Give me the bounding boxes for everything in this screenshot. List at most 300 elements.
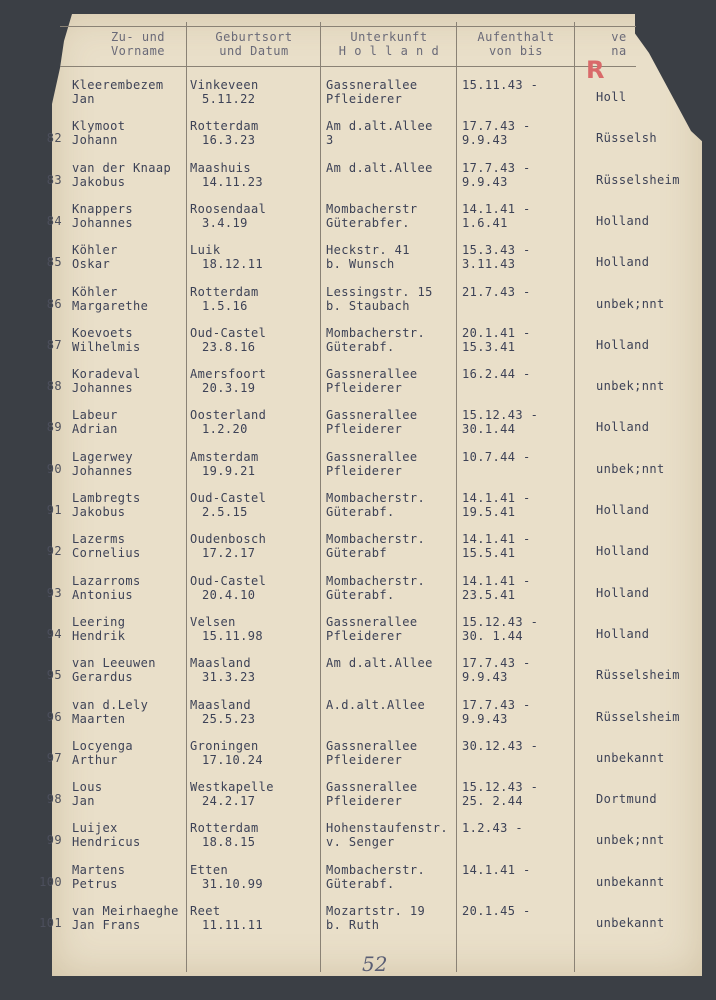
table-row [0, 491, 716, 533]
stay-dates-line: 19.5.41 [462, 505, 516, 519]
birth-place-date-line: 3.4.19 [202, 215, 248, 230]
lodging-address-line: Güterabf [326, 546, 387, 561]
person-name [72, 863, 125, 891]
destination [596, 586, 649, 600]
destination [596, 751, 665, 765]
person-name-line: Margarethe [72, 298, 149, 313]
row-number [30, 875, 62, 889]
stay-dates [462, 161, 531, 189]
birth-place-date-line: Maasland [190, 697, 251, 712]
destination [596, 297, 665, 311]
person-name-line: Hendrik [72, 628, 126, 643]
birth-place-date-line: 11.11.11 [202, 918, 263, 932]
person-name [72, 450, 133, 478]
row-number [30, 214, 62, 228]
birth-place-date [190, 491, 266, 519]
row-number [30, 503, 62, 517]
lodging-address [326, 326, 425, 354]
row-number [30, 751, 62, 765]
birth-place-date-line: 19.9.21 [202, 463, 256, 478]
header-rule [60, 26, 636, 27]
person-name [72, 326, 141, 354]
table-row [0, 574, 716, 616]
person-name-line: Knappers [72, 201, 133, 216]
stay-dates [462, 285, 531, 299]
birth-place-date-line: 23.8.16 [202, 339, 256, 354]
stay-dates-line: 30. 1.44 [462, 628, 523, 643]
birth-place-date [190, 780, 274, 808]
stay-dates [462, 532, 531, 560]
lodging-address [326, 285, 433, 313]
person-name-line: Hendricus [72, 835, 141, 850]
person-name-line: Jakobus [72, 505, 126, 519]
lodging-address-line: Heckstr. 41 [326, 243, 410, 258]
header-birth: Geburtsort und Datum [215, 30, 293, 58]
person-name-line: Lambregts [72, 491, 141, 505]
stay-dates [462, 202, 531, 230]
header-stay: Aufenthalt von bis [477, 30, 555, 58]
person-name-line: Johann [72, 133, 118, 148]
person-name [72, 739, 133, 767]
lodging-address-line: Pfleiderer [326, 381, 403, 396]
birth-place-date-line: Rotterdam [190, 284, 259, 299]
birth-place-date [190, 656, 255, 684]
destination-line: Dortmund [596, 792, 657, 807]
stay-dates-line: 9.9.43 [462, 670, 508, 685]
lodging-address-line: Hohenstaufenstr. [326, 821, 448, 836]
stay-dates-line: 3.11.43 [462, 257, 516, 272]
birth-place-date-line: Oosterland [190, 408, 267, 423]
row-number [30, 462, 62, 476]
birth-place-date [190, 285, 259, 313]
birth-place-date-line: Rotterdam [190, 821, 259, 836]
lodging-address-line: Mombacherstr. [326, 491, 426, 505]
lodging-address-line: A.d.alt.Allee [326, 697, 426, 712]
person-name [72, 408, 118, 436]
row-number-line: 94 [46, 626, 62, 641]
lodging-address [326, 243, 410, 271]
destination-line: unbekannt [596, 916, 665, 930]
lodging-address [326, 821, 448, 849]
person-name-line: Jan Frans [72, 918, 141, 932]
row-number-line: 86 [46, 296, 62, 311]
person-name-line: Köhler [72, 284, 118, 299]
birth-place-date [190, 698, 255, 726]
destination [596, 379, 665, 393]
lodging-address [326, 698, 425, 712]
destination-line: Holl [596, 90, 627, 104]
lodging-address [326, 408, 418, 436]
person-name-line: Gerardus [72, 670, 133, 685]
stay-dates-line: 25. 2.44 [462, 794, 523, 809]
table-row [0, 202, 716, 244]
destination [596, 833, 665, 847]
birth-place-date-line: 14.11.23 [202, 174, 263, 189]
stay-dates-line: 17.7.43 - [462, 119, 531, 134]
row-number-line: 84 [46, 213, 62, 228]
stamp-letter: R [586, 56, 605, 84]
person-name-line: Johannes [72, 215, 133, 230]
lodging-address [326, 161, 433, 175]
row-number [30, 668, 62, 682]
person-name-line: Maarten [72, 711, 126, 726]
table-row [0, 367, 716, 409]
birth-place-date-line: Maasland [190, 656, 251, 671]
person-name-line: Johannes [72, 381, 133, 396]
lodging-address [326, 739, 418, 767]
birth-place-date [190, 408, 266, 436]
table-row [0, 285, 716, 327]
lodging-address-line: Güterabf. [326, 587, 395, 602]
destination-line: unbek;nnt [596, 833, 665, 848]
row-number [30, 833, 62, 847]
row-number [30, 627, 62, 641]
table-row [0, 698, 716, 740]
row-number-line: 90 [46, 461, 62, 476]
destination-line: Rüsselsheim [596, 668, 680, 683]
row-number-line: 101 [39, 916, 62, 930]
birth-place-date [190, 532, 266, 560]
table-row [0, 863, 716, 905]
person-name [72, 532, 141, 560]
lodging-address-line: Gassnerallee [326, 449, 418, 464]
row-number-line: 85 [46, 255, 62, 270]
person-name-line: Leering [72, 614, 126, 629]
birth-place-date [190, 367, 266, 395]
table-row [0, 780, 716, 822]
stay-dates-line: 9.9.43 [462, 711, 508, 726]
destination-line: Holland [596, 420, 650, 435]
person-name-line: Köhler [72, 243, 118, 258]
lodging-address-line: Mombacherstr. [326, 862, 426, 877]
person-name [72, 491, 141, 519]
lodging-address [326, 450, 418, 478]
birth-place-date-line: Rotterdam [190, 119, 259, 134]
lodging-address-line: Güterabfer. [326, 215, 410, 230]
person-name-line: Koevoets [72, 325, 133, 340]
person-name-line: Locyenga [72, 738, 133, 753]
table-row [0, 739, 716, 781]
stay-dates [462, 119, 531, 147]
person-name-line: Johannes [72, 463, 133, 478]
row-number-line: 95 [46, 668, 62, 683]
lodging-address-line: 3 [326, 133, 334, 148]
stay-dates [462, 326, 531, 354]
header-lodging: Unterkunft H o l l a n d [338, 30, 440, 58]
lodging-address-line: b. Wunsch [326, 257, 395, 272]
row-number-line: 93 [46, 585, 62, 600]
person-name [72, 243, 118, 271]
table-row [0, 615, 716, 657]
stay-dates-line: 17.7.43 - [462, 697, 531, 712]
lodging-address-line: Mozartstr. 19 [326, 904, 426, 918]
destination-line: Holland [596, 544, 650, 559]
stay-dates [462, 615, 538, 643]
destination-line: Rüsselsheim [596, 709, 680, 724]
lodging-address-line: Pfleiderer [326, 92, 403, 106]
stay-dates [462, 656, 531, 684]
birth-place-date-line: 20.4.10 [202, 587, 256, 602]
row-number [30, 544, 62, 558]
row-number-line: 99 [46, 833, 62, 848]
person-name [72, 78, 164, 106]
birth-place-date-line: 5.11.22 [202, 92, 256, 106]
lodging-address-line: Am d.alt.Allee [326, 656, 433, 671]
destination-line: Holland [596, 337, 650, 352]
lodging-address [326, 863, 425, 891]
lodging-address-line: Pfleiderer [326, 463, 403, 478]
birth-place-date-line: Oud-Castel [190, 491, 267, 505]
person-name-line: Luijex [72, 821, 118, 836]
birth-place-date [190, 574, 266, 602]
person-name-line: van Leeuwen [72, 656, 156, 671]
birth-place-date [190, 450, 259, 478]
stay-dates [462, 408, 538, 436]
birth-place-date [190, 119, 259, 147]
lodging-address-line: Gassnerallee [326, 614, 418, 629]
person-name-line: Klymoot [72, 119, 126, 134]
lodging-address-line: Am d.alt.Allee [326, 119, 433, 134]
person-name-line: Cornelius [72, 546, 141, 561]
lodging-address-line: Gassnerallee [326, 367, 418, 382]
destination [596, 544, 649, 558]
row-number [30, 916, 62, 930]
table-row [0, 656, 716, 698]
stay-dates [462, 698, 531, 726]
person-name-line: van d.Lely [72, 697, 149, 712]
lodging-address [326, 202, 418, 230]
person-name [72, 904, 179, 932]
table-row [0, 450, 716, 492]
table-row [0, 326, 716, 368]
row-number [30, 792, 62, 806]
row-number-line: 92 [46, 544, 62, 559]
lodging-address-line: Gassnerallee [326, 408, 418, 423]
lodging-address-line: Pfleiderer [326, 794, 403, 809]
birth-place-date [190, 615, 263, 643]
birth-place-date [190, 821, 259, 849]
person-name-line: van Meirhaeghe [72, 904, 179, 918]
stay-dates [462, 904, 531, 918]
birth-place-date [190, 326, 266, 354]
person-name-line: Labeur [72, 408, 118, 423]
stay-dates [462, 574, 531, 602]
lodging-address [326, 78, 418, 106]
stay-dates-line: 15.11.43 - [462, 78, 539, 92]
birth-place-date-line: 15.11.98 [202, 628, 263, 643]
birth-place-date [190, 78, 259, 106]
person-name [72, 285, 148, 313]
lodging-address [326, 367, 418, 395]
destination [596, 255, 649, 269]
birth-place-date-line: Amersfoort [190, 367, 267, 382]
stay-dates [462, 78, 538, 92]
destination [596, 916, 665, 930]
stay-dates-line: 21.7.43 - [462, 284, 531, 299]
lodging-address [326, 780, 418, 808]
lodging-address-line: b. Ruth [326, 918, 380, 932]
lodging-address-line: Gassnerallee [326, 738, 418, 753]
person-name [72, 202, 133, 230]
stay-dates-line: 14.1.41 - [462, 862, 531, 877]
lodging-address-line: Güterabf. [326, 876, 395, 891]
stay-dates-line: 17.7.43 - [462, 160, 531, 175]
birth-place-date-line: 25.5.23 [202, 711, 256, 726]
destination [596, 131, 657, 145]
lodging-address [326, 656, 433, 670]
lodging-address-line: Mombacherstr. [326, 325, 426, 340]
birth-place-date [190, 161, 263, 189]
person-name-line: Lagerwey [72, 449, 133, 464]
birth-place-date-line: 17.2.17 [202, 546, 256, 561]
birth-place-date-line: Reet [190, 904, 221, 918]
destination [596, 668, 680, 682]
birth-place-date-line: 1.5.16 [202, 298, 248, 313]
lodging-address-line: Gassnerallee [326, 78, 418, 92]
stay-dates [462, 780, 538, 808]
destination-line: unbek;nnt [596, 461, 665, 476]
destination [596, 173, 680, 187]
row-number-line: 97 [46, 750, 62, 765]
destination [596, 710, 680, 724]
person-name [72, 656, 156, 684]
row-number-line: 100 [39, 874, 62, 889]
destination-line: unbekannt [596, 874, 665, 889]
lodging-address-line: Pfleiderer [326, 752, 403, 767]
stay-dates [462, 491, 531, 519]
birth-place-date-line: 16.3.23 [202, 133, 256, 148]
table-row [0, 161, 716, 203]
lodging-address [326, 491, 425, 519]
birth-place-date-line: Luik [190, 243, 221, 258]
destination-line: Rüsselsh [596, 131, 657, 146]
lodging-address-line: Gassnerallee [326, 780, 418, 795]
birth-place-date-line: 17.10.24 [202, 752, 263, 767]
header-rule [60, 66, 636, 67]
birth-place-date [190, 904, 263, 932]
stay-dates-line: 14.1.41 - [462, 532, 531, 547]
person-name [72, 574, 141, 602]
stay-dates-line: 14.1.41 - [462, 491, 531, 505]
birth-place-date-line: Westkapelle [190, 780, 274, 795]
stay-dates-line: 16.2.44 - [462, 367, 531, 382]
birth-place-date-line: Maashuis [190, 160, 251, 175]
row-number [30, 255, 62, 269]
destination-line: Holland [596, 626, 650, 641]
table-row [0, 408, 716, 450]
stay-dates-line: 15.5.41 [462, 546, 516, 561]
person-name [72, 615, 125, 643]
birth-place-date [190, 739, 263, 767]
table-row [0, 243, 716, 285]
stay-dates [462, 821, 523, 835]
destination-line: Holland [596, 255, 650, 270]
person-name-line: Oskar [72, 257, 111, 272]
lodging-address-line: Güterabf. [326, 505, 395, 519]
stay-dates-line: 9.9.43 [462, 133, 508, 148]
birth-place-date-line: 31.10.99 [202, 876, 263, 891]
lodging-address-line: b. Staubach [326, 298, 410, 313]
lodging-address [326, 119, 433, 147]
stay-dates [462, 739, 538, 753]
row-number-line: 88 [46, 379, 62, 394]
person-name-line: Lous [72, 780, 103, 795]
destination [596, 503, 649, 517]
row-number-line: 82 [46, 131, 62, 146]
stay-dates-line: 15.12.43 - [462, 780, 539, 795]
birth-place-date-line: Amsterdam [190, 449, 259, 464]
destination [596, 875, 665, 889]
lodging-address-line: Am d.alt.Allee [326, 160, 433, 175]
person-name-line: Antonius [72, 587, 133, 602]
stay-dates-line: 15.3.41 [462, 339, 516, 354]
destination-line: Holland [596, 503, 650, 517]
birth-place-date-line: Oudenbosch [190, 532, 267, 547]
lodging-address-line: Mombacherstr. [326, 573, 426, 588]
person-name-line: Jan [72, 794, 95, 809]
destination [596, 90, 627, 104]
stay-dates-line: 14.1.41 - [462, 201, 531, 216]
lodging-address [326, 574, 425, 602]
birth-place-date-line: Velsen [190, 614, 236, 629]
row-number [30, 379, 62, 393]
person-name [72, 367, 141, 395]
row-number-line: 91 [46, 503, 62, 517]
row-number [30, 710, 62, 724]
birth-place-date-line: 31.3.23 [202, 670, 256, 685]
row-number [30, 420, 62, 434]
table-row [0, 119, 716, 161]
person-name [72, 119, 125, 147]
lodging-address-line: Güterabf. [326, 339, 395, 354]
table-row [0, 821, 716, 863]
lodging-address [326, 904, 425, 932]
row-number [30, 297, 62, 311]
stay-dates-line: 30.12.43 - [462, 738, 539, 753]
destination-line: Rüsselsheim [596, 172, 680, 187]
stay-dates-line: 15.12.43 - [462, 614, 539, 629]
stay-dates [462, 367, 531, 381]
birth-place-date-line: Roosendaal [190, 201, 267, 216]
row-number-line: 96 [46, 709, 62, 724]
destination [596, 462, 665, 476]
stay-dates [462, 863, 531, 877]
birth-place-date-line: 2.5.15 [202, 505, 248, 519]
person-name-line: Lazerms [72, 532, 126, 547]
stay-dates-line: 15.3.43 - [462, 243, 531, 258]
birth-place-date-line: Vinkeveen [190, 78, 259, 92]
stay-dates-line: 17.7.43 - [462, 656, 531, 671]
person-name-line: Arthur [72, 752, 118, 767]
person-name [72, 698, 148, 726]
row-number-line: 98 [46, 792, 62, 807]
birth-place-date-line: Groningen [190, 738, 259, 753]
stay-dates-line: 20.1.41 - [462, 325, 531, 340]
stay-dates-line: 30.1.44 [462, 422, 516, 437]
person-name-line: Jakobus [72, 174, 126, 189]
destination-line: unbek;nnt [596, 296, 665, 311]
person-name-line: Adrian [72, 422, 118, 437]
lodging-address-line: Mombacherstr. [326, 532, 426, 547]
person-name-line: Jan [72, 92, 95, 106]
birth-place-date-line: 18.8.15 [202, 835, 256, 850]
lodging-address [326, 615, 418, 643]
table-row [0, 78, 716, 120]
lodging-address-line: v. Senger [326, 835, 395, 850]
birth-place-date-line: 20.3.19 [202, 381, 256, 396]
birth-place-date-line: 18.12.11 [202, 257, 263, 272]
destination [596, 627, 649, 641]
